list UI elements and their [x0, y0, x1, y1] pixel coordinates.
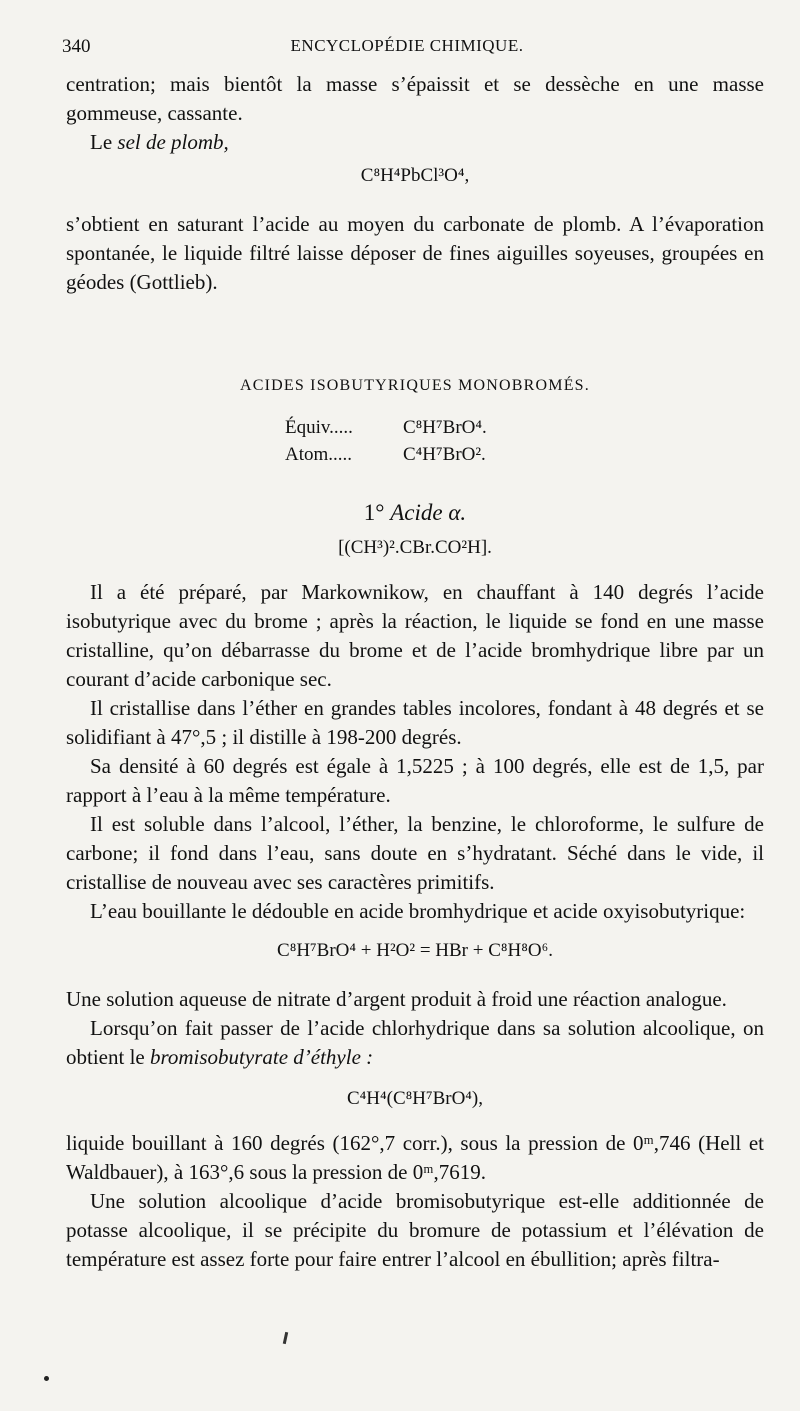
- equiv-row: [285, 414, 545, 441]
- paragraph: Une solution aqueuse de nitrate d’argent produit à froid une réaction analogue.: [66, 987, 727, 1011]
- paragraph: [66, 1014, 764, 1072]
- equiv-label: Équiv.....: [285, 417, 353, 438]
- page-header: [62, 36, 752, 62]
- paragraph: L’eau bouillante le dédouble en acide bromhydrique et acide oxyisobutyrique:: [90, 899, 746, 923]
- subsection-title: [66, 498, 764, 527]
- formula: C⁸H⁷BrO⁴ + H²O² = HBr + C⁸H⁸O⁶.: [277, 940, 553, 961]
- italic-term: bromisobutyrate d’éthyle :: [149, 1045, 374, 1069]
- page-number: 340: [62, 36, 91, 57]
- ink-mark: [283, 1332, 288, 1344]
- subsection-number: 1°: [363, 500, 391, 525]
- formula: C⁸H⁴PbCl³O⁴,: [360, 165, 470, 186]
- paragraph-text: Lorsqu’on fait passer de l’acide chlorhydrique dans sa solution alcoolique, on obtient le: [66, 1016, 764, 1069]
- atom-value: C⁴H⁷BrO².: [403, 444, 486, 465]
- page-body: [66, 70, 764, 1274]
- paragraph: liquide bouillant à 160 degrés (162°,7 corr.), sous la pression de 0ᵐ,746 (Hell et Waldbauer), à 163°,6 sous la pression de 0ᵐ,7619.: [66, 1131, 764, 1184]
- paragraph: s’obtient en saturant l’acide au moyen du carbonate de plomb. A l’évaporation spontanée, le liquide filtré laisse déposer de fines aiguilles soyeuses, groupées en géodes (Gottlieb).: [66, 212, 764, 294]
- paragraph: [66, 128, 764, 157]
- formula: [(CH³)².CBr.CO²H].: [338, 537, 492, 558]
- section-title: ACIDES ISOBUTYRIQUES MONOBROMÉS.: [240, 377, 590, 394]
- equiv-value: C⁸H⁷BrO⁴.: [403, 417, 487, 438]
- running-head: ENCYCLOPÉDIE CHIMIQUE.: [290, 36, 524, 55]
- subsection-name: Acide α.: [390, 500, 467, 525]
- formula-block: [285, 414, 545, 468]
- atom-label: Atom.....: [285, 444, 353, 465]
- paragraph: Il a été préparé, par Markownikow, en chauffant à 140 degrés l’acide isobutyrique avec du brome ; après la réaction, le liquide se fond en une masse cristalline, qu’on débarrasse du brome et de l’acide bromhydrique libre par un courant d’acide carbonique sec.: [66, 580, 764, 691]
- formula: C⁴H⁴(C⁸H⁷BrO⁴),: [346, 1088, 484, 1109]
- paragraph: Il cristallise dans l’éther en grandes tables incolores, fondant à 48 degrés et se solidifiant à 47°,5 ; il distille à 198-200 degrés.: [66, 696, 764, 749]
- paragraph: Il est soluble dans l’alcool, l’éther, la benzine, le chloroforme, le sulfure de carbone; il fond dans l’eau, sans doute en s’hydratant. Séché dans le vide, il cristallise de nouveau avec ses caractères primitifs.: [66, 812, 764, 894]
- paragraph: Une solution alcoolique d’acide bromisobutyrique est-elle additionnée de potasse alcoolique, il se précipite du bromure de potassium et l’élévation de température est assez forte pour faire entrer l’alcool en ébullition; après filtra-: [66, 1189, 764, 1271]
- paragraph: Sa densité à 60 degrés est égale à 1,5225 ; à 100 degrés, elle est de 1,5, par rapport à l’eau à la même température.: [66, 754, 764, 807]
- italic-term: sel de plomb,: [117, 130, 229, 154]
- atom-row: [285, 441, 545, 468]
- paragraph-text: Le: [90, 130, 118, 154]
- ink-dot: [44, 1376, 49, 1381]
- paragraph: centration; mais bientôt la masse s’épaissit et se dessèche en une masse gommeuse, cassante.: [66, 72, 764, 125]
